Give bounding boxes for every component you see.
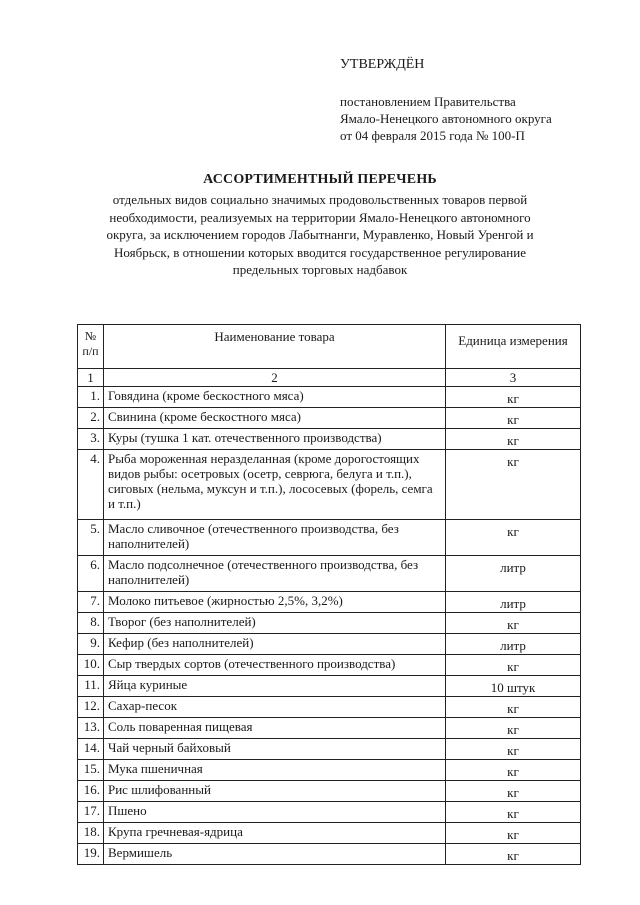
row-name: Творог (без наполнителей) xyxy=(104,613,446,634)
table-row xyxy=(78,781,581,802)
row-name: Свинина (кроме бескостного мяса) xyxy=(104,408,446,429)
table-row xyxy=(78,844,581,865)
row-name: Сахар-песок xyxy=(104,697,446,718)
table-row xyxy=(78,429,581,450)
row-number: 18. xyxy=(78,823,104,844)
row-name: Молоко питьевое (жирностью 2,5%, 3,2%) xyxy=(104,592,446,613)
row-unit: кг xyxy=(446,387,581,408)
row-name: Рис шлифованный xyxy=(104,781,446,802)
row-name: Говядина (кроме бескостного мяса) xyxy=(104,387,446,408)
approval-block xyxy=(340,56,620,144)
header-unit: Единица измерения xyxy=(446,325,581,369)
row-name: Мука пшеничная xyxy=(104,760,446,781)
row-name: Куры (тушка 1 кат. отечественного производства) xyxy=(104,429,446,450)
row-number: 15. xyxy=(78,760,104,781)
table-header-row xyxy=(78,325,581,369)
row-name: Чай черный байховый xyxy=(104,739,446,760)
document-title: АССОРТИМЕНТНЫЙ ПЕРЕЧЕНЬ xyxy=(203,172,437,187)
row-name: Вермишель xyxy=(104,844,446,865)
row-name: Пшено xyxy=(104,802,446,823)
row-name: Кефир (без наполнителей) xyxy=(104,634,446,655)
row-number: 9. xyxy=(78,634,104,655)
table-row xyxy=(78,520,581,556)
header-number: № п/п xyxy=(78,325,104,369)
row-number: 6. xyxy=(78,556,104,592)
row-name: Сыр твердых сортов (отечественного производства) xyxy=(104,655,446,676)
table-row xyxy=(78,450,581,520)
row-name: Крупа гречневая-ядрица xyxy=(104,823,446,844)
row-number: 17. xyxy=(78,802,104,823)
column-number: 1 xyxy=(78,369,104,387)
column-number: 3 xyxy=(446,369,581,387)
row-number: 2. xyxy=(78,408,104,429)
row-unit: кг xyxy=(446,802,581,823)
table-row xyxy=(78,556,581,592)
table-row xyxy=(78,760,581,781)
table-row xyxy=(78,592,581,613)
row-name: Соль поваренная пищевая xyxy=(104,718,446,739)
row-number: 8. xyxy=(78,613,104,634)
table-row xyxy=(78,613,581,634)
row-unit: кг xyxy=(446,450,581,520)
row-number: 19. xyxy=(78,844,104,865)
table-row xyxy=(78,408,581,429)
row-number: 7. xyxy=(78,592,104,613)
goods-table xyxy=(77,324,581,865)
row-number: 10. xyxy=(78,655,104,676)
row-unit: кг xyxy=(446,760,581,781)
row-unit: литр xyxy=(446,556,581,592)
document-subtitle: отдельных видов социально значимых продовольственных товаров первой необходимости, реализуемых на территории Ямало-Ненецкого автономного округа, за исключением городов Лабытнанги, Муравленко, Новый Уренгой и Ноябрьск, в отношении которых вводится государственное регулирование предельных торговых надбавок xyxy=(106,192,534,277)
table-row xyxy=(78,718,581,739)
approval-heading: УТВЕРЖДЁН xyxy=(340,57,425,72)
row-number: 16. xyxy=(78,781,104,802)
row-number: 1. xyxy=(78,387,104,408)
row-name: Масло сливочное (отечественного производства, без наполнителей) xyxy=(104,520,446,556)
table-row xyxy=(78,823,581,844)
row-unit: кг xyxy=(446,718,581,739)
row-unit: кг xyxy=(446,697,581,718)
approval-line-2: Ямало-Ненецкого автономного округа xyxy=(340,111,552,126)
row-unit: кг xyxy=(446,655,581,676)
table-row xyxy=(78,634,581,655)
row-number: 14. xyxy=(78,739,104,760)
row-number: 4. xyxy=(78,450,104,520)
table-row xyxy=(78,739,581,760)
row-unit: кг xyxy=(446,781,581,802)
table-row xyxy=(78,676,581,697)
row-number: 12. xyxy=(78,697,104,718)
row-unit: литр xyxy=(446,634,581,655)
row-name: Рыба мороженная неразделанная (кроме дорогостоящих видов рыбы: осетровых (осетр, севрюга, белуга и т.п.), сиговых (нельма, муксун и т.п.), лососевых (форель, семга и т.п.) xyxy=(104,450,446,520)
row-unit: кг xyxy=(446,844,581,865)
row-unit: кг xyxy=(446,429,581,450)
row-unit: кг xyxy=(446,613,581,634)
row-name: Яйца куриные xyxy=(104,676,446,697)
row-number: 11. xyxy=(78,676,104,697)
approval-line-1: постановлением Правительства xyxy=(340,94,516,109)
row-unit: 10 штук xyxy=(446,676,581,697)
row-number: 5. xyxy=(78,520,104,556)
row-number: 13. xyxy=(78,718,104,739)
table-row xyxy=(78,387,581,408)
row-unit: кг xyxy=(446,520,581,556)
approval-line-3: от 04 февраля 2015 года № 100-П xyxy=(340,128,525,143)
table-row xyxy=(78,655,581,676)
header-name: Наименование товара xyxy=(104,325,446,369)
table-row xyxy=(78,697,581,718)
row-name: Масло подсолнечное (отечественного производства, без наполнителей) xyxy=(104,556,446,592)
row-unit: кг xyxy=(446,408,581,429)
row-unit: литр xyxy=(446,592,581,613)
column-number-row xyxy=(78,369,581,387)
table-row xyxy=(78,802,581,823)
row-unit: кг xyxy=(446,823,581,844)
row-unit: кг xyxy=(446,739,581,760)
column-number: 2 xyxy=(104,369,446,387)
row-number: 3. xyxy=(78,429,104,450)
